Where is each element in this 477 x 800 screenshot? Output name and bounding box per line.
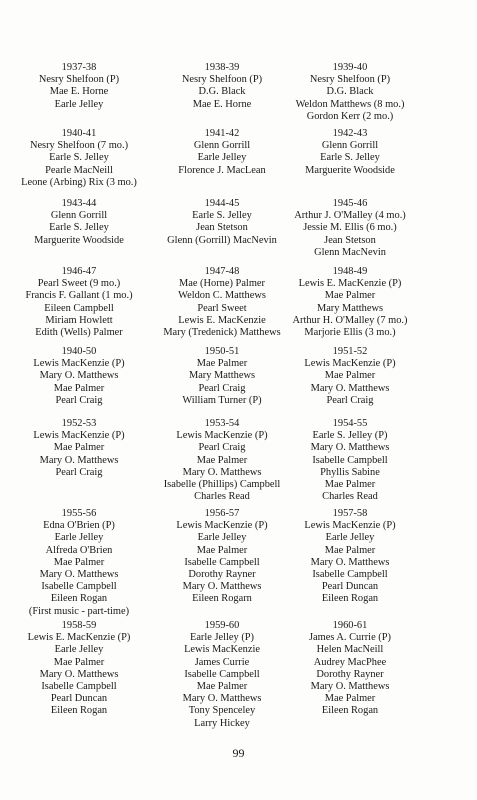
staff-name: Mae Palmer (324, 479, 376, 491)
school-year: 1952-53 (61, 418, 97, 429)
year-block (270, 346, 430, 407)
school-year: 1940-41 (61, 128, 97, 139)
staff-name: Mary O. Matthews (39, 668, 119, 680)
year-block (0, 508, 159, 618)
staff-name: Lewis MacKenzie (P) (33, 430, 125, 442)
staff-name: Arthur H. O'Malley (7 mo.) (292, 314, 408, 326)
staff-name: Earle Jelley (54, 532, 104, 544)
page-number: 99 (232, 746, 245, 760)
staff-name: Jean Stetson (196, 222, 248, 234)
staff-name: Mae Palmer (196, 454, 248, 466)
staff-name: Isabelle Campbell (312, 569, 388, 581)
school-year: 1960-61 (332, 620, 368, 631)
staff-name: Mae Palmer (196, 681, 248, 693)
staff-name: Mary (Tredenick) Matthews (163, 327, 281, 339)
school-year: 1951-52 (332, 346, 368, 357)
staff-name: Eileen Rogan (50, 593, 108, 605)
staff-name: Lewis MacKenzie (P) (304, 358, 396, 370)
staff-name: Mary O. Matthews (182, 581, 262, 593)
staff-name: Arthur J. O'Malley (4 mo.) (294, 210, 406, 222)
staff-name: Mae Palmer (53, 656, 105, 668)
staff-name: Dorothy Rayner (316, 668, 384, 680)
staff-name: Lewis E. MacKenzie (P) (27, 632, 131, 644)
staff-name: Eileen Rogan (50, 705, 108, 717)
staff-name: Nesry Shelfoon (7 mo.) (29, 140, 129, 152)
staff-name: Earle S. Jelley (320, 152, 380, 164)
school-year: 1954-55 (332, 418, 368, 429)
school-year: 1945-46 (332, 198, 368, 209)
staff-name: Miriam Howlett (45, 314, 113, 326)
staff-name: Nesry Shelfoon (P) (309, 74, 391, 86)
staff-name: Mae E. Horne (192, 98, 252, 110)
staff-name: Earle Jelley (P) (189, 632, 255, 644)
staff-name: Pearl Duncan (50, 693, 108, 705)
staff-name: Marguerite Woodside (34, 234, 124, 246)
staff-name: Isabelle (Phillips) Campbell (163, 479, 281, 491)
staff-name: Eileen Rogan (321, 705, 379, 717)
school-year: 1943-44 (61, 198, 97, 209)
staff-name: Tony Spenceley (188, 705, 256, 717)
staff-name: James Currie (194, 656, 250, 668)
staff-name: Francis F. Gallant (1 mo.) (25, 290, 133, 302)
school-year: 1958-59 (61, 620, 97, 631)
school-year: 1938-39 (204, 62, 240, 73)
staff-name: William Turner (P) (182, 394, 262, 406)
staff-name: Earle Jelley (197, 152, 247, 164)
staff-name: Mae (Horne) Palmer (179, 278, 265, 290)
staff-name: Mae Palmer (324, 290, 376, 302)
staff-name: Lewis MacKenzie (P) (176, 520, 268, 532)
staff-name: Pearle MacNeill (45, 164, 113, 176)
year-block (270, 620, 430, 718)
school-year: 1937-38 (61, 62, 97, 73)
staff-name: Mae Palmer (196, 358, 248, 370)
school-year: 1959-60 (204, 620, 240, 631)
staff-name: Nesry Shelfoon (P) (181, 74, 263, 86)
staff-name: Mae Palmer (53, 556, 105, 568)
staff-name: Isabelle Campbell (184, 668, 260, 680)
staff-name: Earle Jelley (54, 98, 104, 110)
staff-name: Lewis E. MacKenzie (P) (298, 278, 402, 290)
staff-name: Pearl Craig (198, 382, 246, 394)
staff-name: Mary O. Matthews (39, 370, 119, 382)
year-block (270, 198, 430, 259)
year-block (0, 266, 159, 339)
school-year: 1940-50 (61, 346, 97, 357)
staff-name: Glenn (Gorrill) MacNevin (167, 234, 277, 246)
staff-name: Earle S. Jelley (49, 222, 109, 234)
staff-name: Pearl Craig (55, 466, 103, 478)
year-block (0, 346, 159, 407)
staff-name: Mary Matthews (316, 302, 384, 314)
staff-name: (First music - part-time) (28, 605, 130, 617)
staff-name: Mae E. Horne (49, 86, 109, 98)
staff-name: Gordon Kerr (2 mo.) (306, 110, 394, 122)
staff-name: Mae Palmer (324, 544, 376, 556)
staff-name: Pearl Craig (326, 394, 374, 406)
staff-name: Jessie M. Ellis (6 mo.) (303, 222, 397, 234)
staff-name: Mary O. Matthews (310, 556, 390, 568)
staff-name: Leone (Arbing) Rix (3 mo.) (21, 176, 137, 188)
staff-name: Earle S. Jelley (192, 210, 252, 222)
staff-name: Charles Read (194, 491, 250, 503)
staff-name: Weldon Matthews (8 mo.) (295, 98, 405, 110)
staff-name: Lewis MacKenzie (P) (176, 430, 268, 442)
staff-name: Helen MacNeill (316, 644, 384, 656)
staff-name: Jean Stetson (324, 234, 376, 246)
staff-name: Mary O. Matthews (39, 454, 119, 466)
staff-name: Mary O. Matthews (310, 442, 390, 454)
staff-name: Mary O. Matthews (310, 681, 390, 693)
staff-name: Glenn Gorrill (193, 140, 251, 152)
staff-name: Earle Jelley (54, 644, 104, 656)
staff-name: Earle Jelley (197, 532, 247, 544)
school-year: 1950-51 (204, 346, 240, 357)
year-block (270, 508, 430, 606)
staff-name: Eileen Rogan (321, 593, 379, 605)
staff-name: Isabelle Campbell (312, 454, 388, 466)
staff-name: Pearl Duncan (321, 581, 379, 593)
staff-name: Marjorie Ellis (3 mo.) (304, 327, 396, 339)
school-year: 1941-42 (204, 128, 240, 139)
school-year: 1957-58 (332, 508, 368, 519)
staff-name: Mae Palmer (53, 442, 105, 454)
staff-name: Eileen Campbell (44, 302, 114, 314)
staff-name: Nesry Shelfoon (P) (38, 74, 120, 86)
year-block (0, 620, 159, 718)
school-year: 1942-43 (332, 128, 368, 139)
year-block (0, 128, 159, 189)
staff-name: Weldon C. Matthews (178, 290, 266, 302)
staff-name: Mary Matthews (188, 370, 256, 382)
school-year: 1956-57 (204, 508, 240, 519)
staff-name: Isabelle Campbell (184, 556, 260, 568)
staff-name: Edith (Wells) Palmer (35, 327, 123, 339)
staff-name: Lewis E. MacKenzie (178, 314, 266, 326)
school-year: 1946-47 (61, 266, 97, 277)
staff-name: Mary O. Matthews (182, 466, 262, 478)
staff-name: Phyllis Sabine (320, 466, 380, 478)
staff-name: Isabelle Campbell (41, 581, 117, 593)
staff-name: Marguerite Woodside (305, 164, 395, 176)
staff-name: Pearl Sweet (9 mo.) (37, 278, 121, 290)
staff-name: Audrey MacPhee (313, 656, 387, 668)
year-block (0, 62, 159, 111)
year-block (0, 198, 159, 247)
staff-name: Lewis MacKenzie (P) (304, 520, 396, 532)
staff-name: Dorothy Rayner (188, 569, 256, 581)
staff-name: Eileen Rogarn (192, 593, 252, 605)
staff-name: Pearl Sweet (197, 302, 247, 314)
staff-name: Larry Hickey (194, 717, 250, 729)
staff-name: Pearl Craig (55, 394, 103, 406)
school-year: 1947-48 (204, 266, 240, 277)
year-block (270, 418, 430, 503)
staff-name: Mae Palmer (324, 693, 376, 705)
staff-name: Pearl Craig (198, 442, 246, 454)
staff-name: Isabelle Campbell (41, 681, 117, 693)
staff-name: Alfreda O'Brien (45, 544, 113, 556)
school-year: 1955-56 (61, 508, 97, 519)
staff-name: Glenn Gorrill (321, 140, 379, 152)
school-year: 1939-40 (332, 62, 368, 73)
staff-name: Mary O. Matthews (310, 382, 390, 394)
staff-name: Glenn MacNevin (314, 246, 386, 258)
staff-name: D.G. Black (326, 86, 374, 98)
staff-name: Lewis MacKenzie (P) (33, 358, 125, 370)
staff-name: Edna O'Brien (P) (43, 520, 115, 532)
school-year: 1948-49 (332, 266, 368, 277)
school-year: 1953-54 (204, 418, 240, 429)
staff-name: Glenn Gorrill (50, 210, 108, 222)
staff-name: Earle S. Jelley (49, 152, 109, 164)
staff-name: Mae Palmer (324, 370, 376, 382)
staff-name: D.G. Black (198, 86, 246, 98)
year-block (0, 418, 159, 479)
staff-name: Lewis MacKenzie (184, 644, 260, 656)
staff-name: Earle S. Jelley (P) (312, 430, 388, 442)
year-block (270, 128, 430, 177)
staff-name: Mae Palmer (53, 382, 105, 394)
staff-name: Mary O. Matthews (182, 693, 262, 705)
staff-name: Earle Jelley (325, 532, 375, 544)
staff-name: Mae Palmer (196, 544, 248, 556)
school-year: 1944-45 (204, 198, 240, 209)
year-block (270, 266, 430, 339)
staff-name: Mary O. Matthews (39, 569, 119, 581)
staff-name: Charles Read (322, 491, 378, 503)
year-block (270, 62, 430, 123)
staff-name: Florence J. MacLean (178, 164, 266, 176)
staff-name: James A. Currie (P) (309, 632, 391, 644)
